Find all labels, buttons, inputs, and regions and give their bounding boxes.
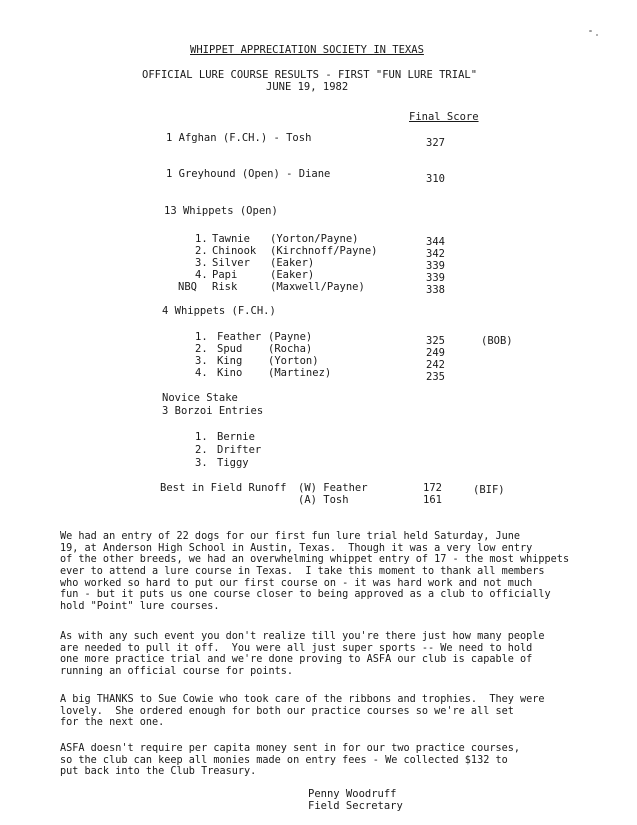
result-place: 2. bbox=[195, 444, 208, 456]
afghan-score: 327 bbox=[426, 137, 445, 149]
dog-name: Drifter bbox=[217, 444, 262, 456]
whippets-fch-heading: 4 Whippets (F.CH.) bbox=[162, 305, 276, 317]
paragraph-thanks bbox=[60, 694, 605, 729]
signature-name: Penny Woodruff bbox=[308, 788, 397, 800]
final-score-header: Final Score bbox=[409, 111, 479, 123]
result-place: NBQ bbox=[178, 281, 197, 293]
dog-score: 325 bbox=[426, 335, 445, 347]
dog-score: 235 bbox=[426, 371, 445, 383]
dog-owner: (Kirchnoff/Payne) bbox=[270, 245, 378, 257]
result-place: 1. bbox=[195, 431, 208, 443]
novice-heading: Novice Stake bbox=[162, 392, 238, 404]
greyhound-score: 310 bbox=[426, 173, 445, 185]
result-place: 1. bbox=[195, 331, 208, 343]
text-line: ever to attend a lure course in Texas. I take this moment to thank all members bbox=[60, 565, 545, 577]
dog-score: 249 bbox=[426, 347, 445, 359]
dog-name: King bbox=[217, 355, 243, 367]
text-line: are needed to pull it off. You were all just super sports -- We need to hold bbox=[60, 642, 533, 654]
dog-score: 242 bbox=[426, 359, 445, 371]
dog-name: Risk bbox=[212, 281, 238, 293]
text-line: As with any such event you don't realize till you're there just how many people bbox=[60, 631, 545, 642]
dog-score: 344 bbox=[426, 236, 445, 248]
paragraph-treasury bbox=[60, 743, 605, 778]
result-place: 4. bbox=[195, 269, 208, 281]
dog-owner: (Maxwell/Payne) bbox=[270, 281, 365, 293]
text-line: so the club can keep all monies made on entry fees - We collected $132 to bbox=[60, 754, 508, 766]
award-note: (BOB) bbox=[481, 335, 513, 347]
text-line: who worked so hard to put our first course on - it was hard work and not much bbox=[60, 577, 533, 589]
afghan-entry: 1 Afghan (F.CH.) - Tosh bbox=[166, 132, 312, 144]
results-title: OFFICIAL LURE COURSE RESULTS - FIRST "FUN LURE TRIAL" bbox=[142, 69, 478, 81]
scan-speck bbox=[589, 30, 592, 32]
dog-owner: (Eaker) bbox=[270, 257, 315, 269]
text-line: lovely. She ordered enough for both our practice courses so we're all set bbox=[60, 705, 514, 717]
dog-owner: (Yorton/Payne) bbox=[270, 233, 359, 245]
dog-score: 339 bbox=[426, 260, 445, 272]
runoff-score: 161 bbox=[423, 494, 442, 506]
signature-title: Field Secretary bbox=[308, 800, 403, 812]
dog-name: Bernie bbox=[217, 431, 255, 443]
dog-name: Tiggy bbox=[217, 457, 249, 469]
result-place: 3. bbox=[195, 457, 208, 469]
text-line: one more practice trial and we're done proving to ASFA our club is capable of bbox=[60, 654, 533, 666]
dog-name: Feather bbox=[217, 331, 262, 343]
paragraph-volunteers bbox=[60, 631, 605, 678]
runoff-award-note: (BIF) bbox=[473, 484, 505, 496]
text-line: running an official course for points. bbox=[60, 665, 294, 677]
whippets-open-heading: 13 Whippets (Open) bbox=[164, 205, 278, 217]
novice-subheading: 3 Borzoi Entries bbox=[162, 405, 264, 417]
text-line: hold "Point" lure courses. bbox=[60, 600, 220, 612]
text-line: A big THANKS to Sue Cowie who took care of the ribbons and trophies. They were bbox=[60, 694, 545, 705]
dog-owner: (Martinez) bbox=[268, 367, 332, 379]
dog-name: Chinook bbox=[212, 245, 257, 257]
dog-name: Tawnie bbox=[212, 233, 250, 245]
event-date: JUNE 19, 1982 bbox=[266, 81, 349, 93]
result-place: 4. bbox=[195, 367, 208, 379]
dog-name: Kino bbox=[217, 367, 243, 379]
text-line: We had an entry of 22 dogs for our first fun lure trial held Saturday, June bbox=[60, 531, 521, 542]
runoff-label: Best in Field Runoff bbox=[160, 482, 287, 494]
runoff-entry: (W) Feather bbox=[298, 482, 368, 494]
dog-name: Papi bbox=[212, 269, 238, 281]
result-place: 2. bbox=[195, 245, 208, 257]
organization-title: WHIPPET APPRECIATION SOCIETY IN TEXAS bbox=[190, 44, 424, 56]
dog-owner: (Yorton) bbox=[268, 355, 319, 367]
runoff-entry: (A) Tosh bbox=[298, 494, 349, 506]
text-line: 19, at Anderson High School in Austin, Texas. Though it was a very low entry bbox=[60, 542, 533, 554]
result-place: 1. bbox=[195, 233, 208, 245]
text-line: for the next one. bbox=[60, 717, 165, 729]
dog-owner: (Eaker) bbox=[270, 269, 315, 281]
text-line: fun - but it puts us one course closer to being approved as a club to officially bbox=[60, 589, 551, 601]
paragraph-entry-summary bbox=[60, 531, 605, 612]
scan-speck bbox=[596, 34, 598, 36]
dog-owner: (Rocha) bbox=[268, 343, 313, 355]
text-line: put back into the Club Treasury. bbox=[60, 766, 257, 778]
dog-score: 338 bbox=[426, 284, 445, 296]
dog-name: Silver bbox=[212, 257, 250, 269]
text-line: ASFA doesn't require per capita money sent in for our two practice courses, bbox=[60, 743, 521, 754]
dog-name: Spud bbox=[217, 343, 243, 355]
result-place: 2. bbox=[195, 343, 208, 355]
result-place: 3. bbox=[195, 355, 208, 367]
text-line: of the other breeds, we had an overwhelming whippet entry of 17 - the most whippets bbox=[60, 554, 570, 566]
runoff-score: 172 bbox=[423, 482, 442, 494]
dog-owner: (Payne) bbox=[268, 331, 313, 343]
dog-score: 339 bbox=[426, 272, 445, 284]
result-place: 3. bbox=[195, 257, 208, 269]
greyhound-entry: 1 Greyhound (Open) - Diane bbox=[166, 168, 331, 180]
dog-score: 342 bbox=[426, 248, 445, 260]
